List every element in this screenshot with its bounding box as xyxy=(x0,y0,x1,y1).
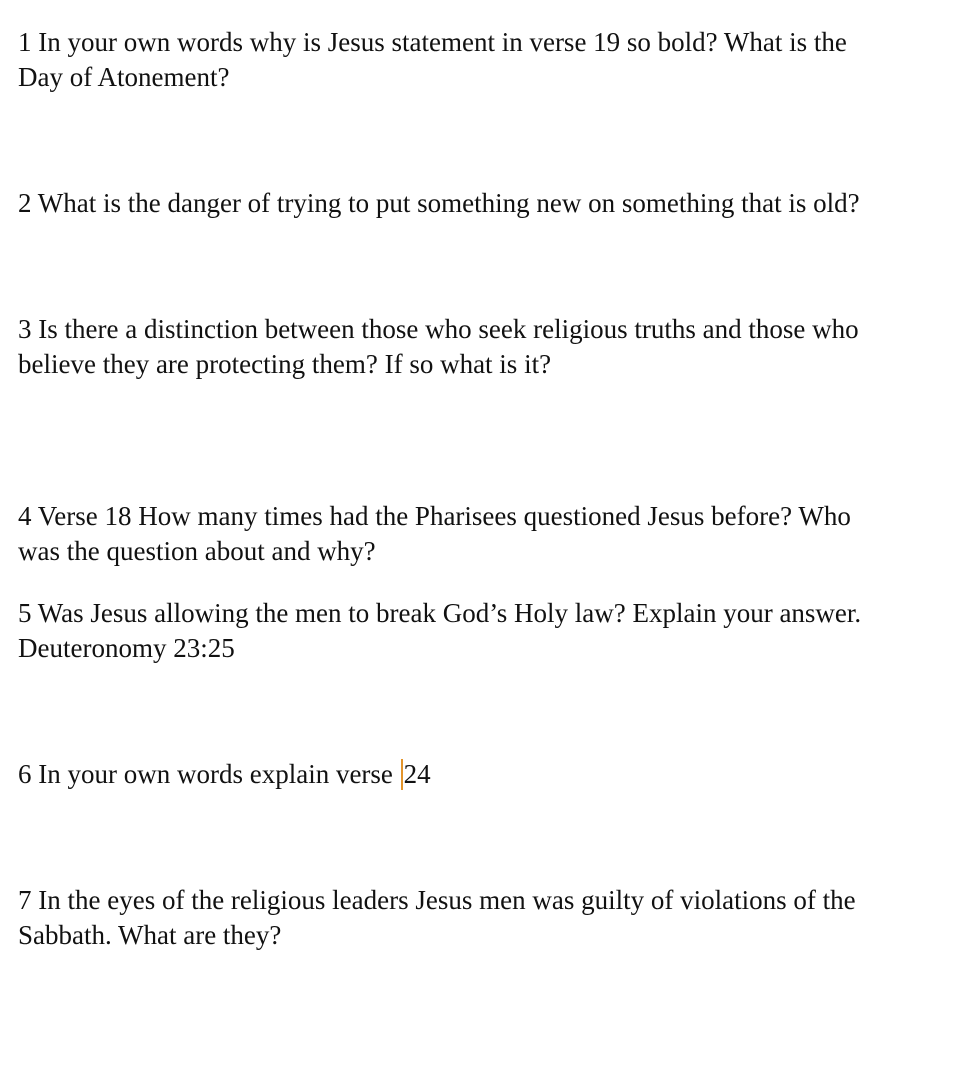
question-1-line-2: Day of Atonement? xyxy=(18,62,230,92)
question-6-text-before-caret: 6 In your own words explain verse xyxy=(18,759,400,789)
question-1 xyxy=(18,25,953,95)
question-3 xyxy=(18,312,953,382)
question-2 xyxy=(18,186,953,221)
question-7-line-1: 7 In the eyes of the religious leaders Jesus men was guilty of violations of the xyxy=(18,885,856,915)
text-cursor xyxy=(401,759,403,790)
question-5-line-1: 5 Was Jesus allowing the men to break God’s Holy law? Explain your answer. xyxy=(18,598,862,628)
question-5 xyxy=(18,596,953,666)
question-1-line-1: 1 In your own words why is Jesus statement in verse 19 so bold? What is the xyxy=(18,27,847,57)
question-4-line-1: 4 Verse 18 How many times had the Pharisees questioned Jesus before? Who xyxy=(18,501,851,531)
question-7-line-2: Sabbath. What are they? xyxy=(18,920,282,950)
question-2-line-1: 2 What is the danger of trying to put something new on something that is old? xyxy=(18,188,860,218)
question-3-line-1: 3 Is there a distinction between those who seek religious truths and those who xyxy=(18,314,859,344)
question-3-line-2: believe they are protecting them? If so what is it? xyxy=(18,349,552,379)
question-5-line-2: Deuteronomy 23:25 xyxy=(18,633,235,663)
question-7 xyxy=(18,883,953,953)
question-6 xyxy=(18,757,953,792)
question-6-verse-number: 24 xyxy=(403,759,431,789)
question-6-line-1 xyxy=(18,757,953,792)
question-4-line-2: was the question about and why? xyxy=(18,536,376,566)
question-4 xyxy=(18,499,953,569)
